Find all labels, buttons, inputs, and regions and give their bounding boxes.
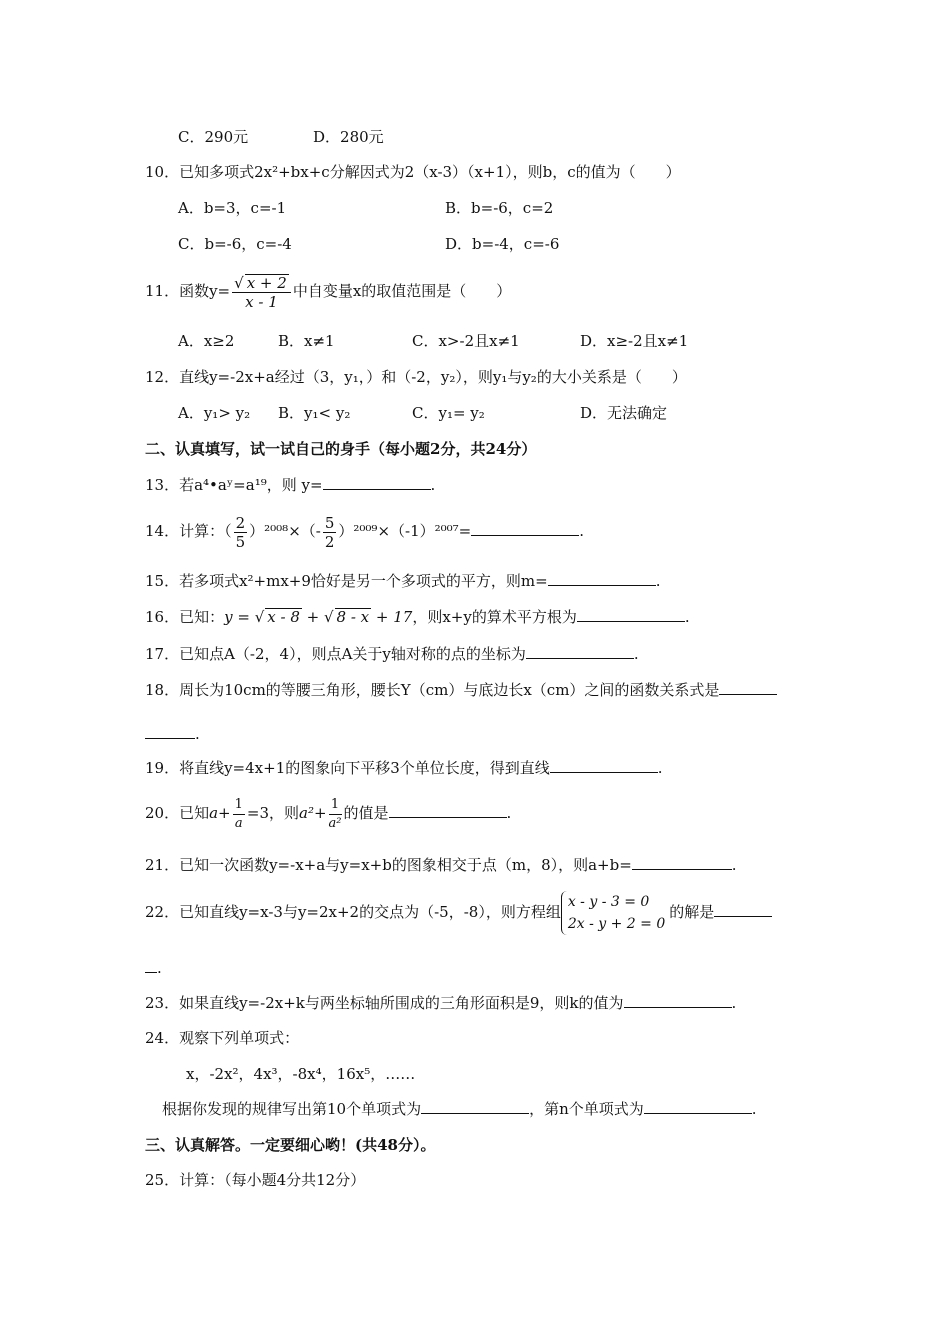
q14-fraction-1	[234, 514, 248, 551]
q21	[145, 855, 737, 875]
q11-numerator: x + 2	[246, 273, 287, 292]
q20-term-2: a²+	[299, 804, 327, 822]
q10-option-d: D．b=-4，c=-6	[445, 235, 560, 253]
q18-answer-blank-1[interactable]	[719, 680, 777, 695]
q14-frac2-num: 5	[324, 513, 335, 532]
q16-plus: +	[301, 608, 324, 626]
q24-ask-2: ，第n个单项式为	[529, 1100, 644, 1118]
q20-fraction-1	[233, 796, 245, 833]
q13	[145, 475, 435, 495]
q14-frac1-den: 5	[235, 532, 246, 551]
q12-stem: 12．直线y=-2x+a经过（3，y₁，）和（-2，y₂），则y₁与y₂的大小关系是（ ）	[145, 368, 687, 386]
q16-end: .	[684, 608, 690, 626]
q16-answer-blank[interactable]	[577, 607, 685, 622]
q22-end: .	[157, 959, 162, 977]
q17-answer-blank[interactable]	[526, 644, 634, 659]
q20-answer-blank[interactable]	[389, 803, 507, 818]
q12-option-a: A．y₁> y₂	[178, 404, 251, 422]
q12-option-c: C．y₁= y₂	[412, 404, 485, 422]
q9-option-c: C．290元	[178, 128, 249, 146]
q23-answer-blank[interactable]	[624, 993, 732, 1008]
q14-end: .	[579, 522, 585, 540]
q20-frac1-den: a	[234, 815, 243, 831]
q20-frac2-den: a²	[328, 815, 342, 831]
q16-radical-1: x - 8	[267, 608, 300, 626]
q22-suffix: 的解是	[669, 903, 715, 921]
q11-prefix: 11．函数y=	[145, 282, 231, 300]
q14-answer-blank[interactable]	[471, 521, 579, 536]
q24-ask-1: 根据你发现的规律写出第10个单项式为	[162, 1100, 422, 1118]
q22-equation-2: 2x - y + 2 = 0	[567, 916, 666, 932]
q24-end: .	[751, 1100, 757, 1118]
q17-text: 17．已知点A（-2，4），则点A关于y轴对称的点的坐标为	[145, 645, 526, 663]
q14	[145, 512, 584, 551]
q22	[145, 888, 772, 936]
q23-text: 23．如果直线y=-2x+k与两坐标轴所围成的三角形面积是9，则k的值为	[145, 994, 624, 1012]
q22-answer-blank-1[interactable]	[714, 902, 772, 917]
q15	[145, 571, 661, 591]
q24-answer-blank-2[interactable]	[644, 1099, 752, 1114]
q20-frac1-num: 1	[233, 796, 245, 815]
q22-text: 22．已知直线y=x-3与y=2x+2的交点为（-5，-8），则方程组	[145, 903, 561, 921]
q12-option-d: D．无法确定	[580, 404, 668, 422]
q13-text: 13．若a⁴•aʸ=a¹⁹，则 y=	[145, 476, 323, 494]
q19-end: .	[657, 759, 663, 777]
q18-end: .	[195, 725, 200, 743]
q14-prefix: 14．计算：（	[145, 522, 232, 540]
q14-mid-2: ）²⁰⁰⁹×（-1）²⁰⁰⁷=	[338, 522, 472, 540]
q24-sequence: x，-2x²，4x³，-8x⁴，16x⁵，……	[186, 1065, 416, 1083]
q18-text: 18．周长为10cm的等腰三角形，腰长Y（cm）与底边长x（cm）之间的函数关系式是	[145, 681, 720, 699]
q22-equation-1: x - y - 3 = 0	[567, 894, 650, 910]
q18-answer-blank-2[interactable]	[145, 724, 195, 739]
q22-answer-blank-2[interactable]	[145, 958, 157, 973]
q18-continuation	[145, 724, 200, 744]
q20-prefix: 20．已知	[145, 804, 210, 822]
q15-end: .	[655, 572, 661, 590]
q20-suffix: 的值是	[343, 804, 389, 822]
q20-frac2-num: 1	[329, 796, 342, 815]
q17-end: .	[633, 645, 639, 663]
q12-option-b: B．y₁< y₂	[278, 404, 351, 422]
q14-fraction-2	[323, 514, 337, 551]
q16: 16．已知：y = √ x - 8 + √ 8 - x + 17，则x+y的算术平方根为 .	[145, 608, 690, 626]
q24-stem: 24．观察下列单项式：	[145, 1029, 300, 1047]
q11-fraction: $\frac{√ x + 2}{x - 1}$	[232, 274, 291, 311]
q14-mid-1: ）²⁰⁰⁸×（-	[249, 522, 321, 540]
q10-stem: 10．已知多项式2x²+bx+c分解因式为2（x-3）（x+1），则b，c的值为（ ）	[145, 163, 681, 181]
q17	[145, 644, 639, 664]
q23-end: .	[731, 994, 737, 1012]
q11-option-b: B．x≠1	[278, 332, 335, 350]
q16-prefix: 16．已知：	[145, 608, 225, 626]
q22-equation-system	[561, 891, 669, 935]
q15-text: 15．若多项式x²+mx+9恰好是另一个多项式的平方，则m=	[145, 572, 548, 590]
q16-suffix: ，则x+y的算术平方根为	[412, 608, 577, 626]
q13-answer-blank[interactable]	[323, 475, 431, 490]
q9-option-d: D．280元	[313, 128, 384, 146]
q19-text: 19．将直线y=4x+1的图象向下平移3个单位长度，得到直线	[145, 759, 550, 777]
q13-end: .	[430, 476, 436, 494]
q21-text: 21．已知一次函数y=-x+a与y=x+b的图象相交于点（m，8），则a+b=	[145, 856, 632, 874]
q10-option-a: A．b=3，c=-1	[178, 199, 287, 217]
q11-option-c: C．x>-2且x≠1	[412, 332, 520, 350]
q14-frac1-num: 2	[235, 513, 246, 532]
q16-eq-const: + 17	[371, 608, 413, 626]
q11-stem	[145, 272, 511, 311]
q15-answer-blank[interactable]	[548, 571, 656, 586]
q16-eq-lhs: y =	[224, 608, 255, 626]
q16-radical-2: 8 - x	[336, 608, 370, 626]
q18	[145, 680, 777, 700]
q20-fraction-2	[329, 796, 342, 833]
q11-denominator: x - 1	[245, 292, 278, 311]
q20-mid: =3，则	[246, 804, 300, 822]
section-2-heading: 二、认真填写，试一试自己的身手（每小题2分，共24分）	[145, 440, 537, 458]
q20-end: .	[506, 804, 512, 822]
q23	[145, 993, 736, 1013]
q10-option-b: B．b=-6，c=2	[445, 199, 554, 217]
q25: 25．计算：（每小题4分共12分）	[145, 1171, 366, 1189]
q19	[145, 758, 663, 778]
q11-suffix: 中自变量x的取值范围是（ ）	[292, 282, 512, 300]
q22-continuation	[145, 958, 162, 978]
q20	[145, 794, 511, 833]
q11-option-a: A．x≥2	[178, 332, 235, 350]
q19-answer-blank[interactable]	[550, 758, 658, 773]
q20-term-1: a+	[209, 804, 231, 822]
q14-frac2-den: 2	[324, 532, 335, 551]
section-3-heading: 三、认真解答。一定要细心哟！(共48分）。	[145, 1136, 436, 1154]
q21-answer-blank[interactable]	[632, 855, 732, 870]
q21-end: .	[731, 856, 737, 874]
q24-answer-blank-1[interactable]	[421, 1099, 529, 1114]
q11-option-d: D．x≥-2且x≠1	[580, 332, 689, 350]
q10-option-c: C．b=-6，c=-4	[178, 235, 292, 253]
q24-ask	[162, 1099, 757, 1119]
